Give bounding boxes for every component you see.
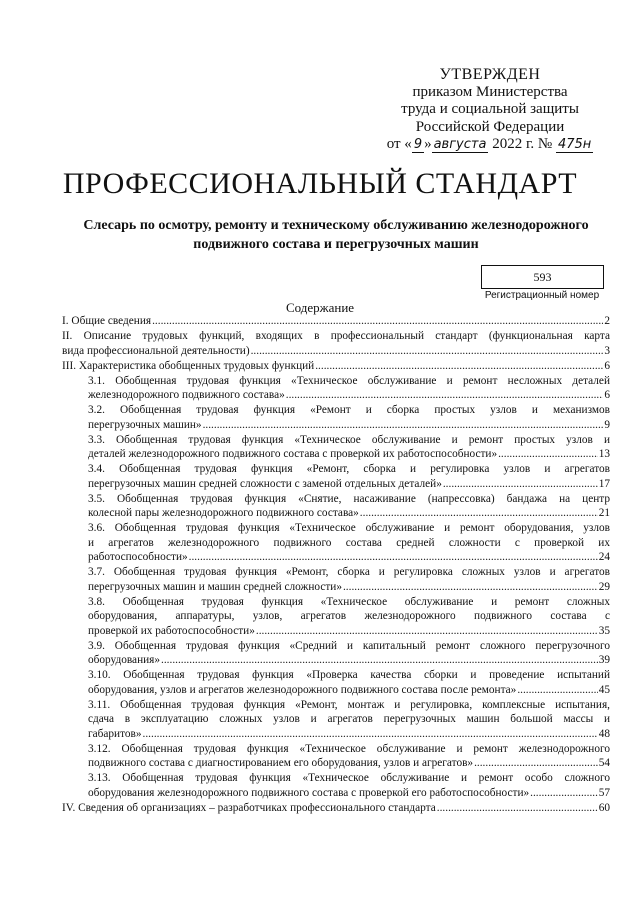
toc-page-number: 48 xyxy=(598,727,610,740)
toc-entry-text: 3.12. Обобщенная трудовая функция «Техническое обслуживание и ремонт железнодорожного xyxy=(88,742,610,755)
toc-entry-text: перегрузочных машин» xyxy=(88,418,202,431)
approval-block xyxy=(380,66,600,154)
approval-line-1: приказом Министерства xyxy=(412,83,568,100)
toc-page-number: 35 xyxy=(598,624,610,637)
toc-entry xyxy=(62,595,610,639)
toc-leader-dots xyxy=(256,624,598,639)
toc-entry-text: 3.1. Обобщенная трудовая функция «Техническое обслуживание и ремонт несложных деталей xyxy=(88,374,610,387)
toc-leader-dots xyxy=(530,786,598,801)
toc-page-number: 45 xyxy=(598,683,610,696)
toc-entry-text: работоспособности» xyxy=(88,551,188,563)
approval-heading: УТВЕРЖДЕН xyxy=(439,66,541,83)
toc-page-number: 6 xyxy=(604,389,610,401)
toc-entry-text: 3.10. Обобщенная трудовая функция «Проверка качества сборки и проведение испытаний xyxy=(88,669,610,681)
toc-entry xyxy=(62,462,610,491)
toc-entry-text: II. Описание трудовых функций, входящих в профессиональный стандарт (функциональная карта xyxy=(62,330,610,342)
toc-entry-text: 3.9. Обобщенная трудовая функция «Средний и капитальный ремонт сложного перегрузочного xyxy=(88,639,610,652)
toc-entry-text: 3.7. Обобщенная трудовая функция «Ремонт, сборка и регулировка сложных узлов и агрегатов xyxy=(88,566,610,578)
toc-entry-text: 3.13. Обобщенная трудовая функция «Техническое обслуживание и ремонт особо сложного xyxy=(88,772,610,784)
order-day: 9 xyxy=(413,137,423,152)
toc-entry-text: подвижного состава с диагностированием его оборудования, узлов и агрегатов» xyxy=(88,757,474,769)
toc-entry-text: 3.3. Обобщенная трудовая функция «Техническое обслуживание и ремонт простых узлов и xyxy=(88,433,610,446)
toc-entry-text: III. Характеристика обобщенных трудовых функций xyxy=(62,359,315,372)
toc-entry-text: 3.5. Обобщенная трудовая функция «Снятие, насаживание (напрессовка) бандажа на центр xyxy=(88,492,610,505)
toc-entry-text: перегрузочных машин средней сложности с заменой отдельных деталей» xyxy=(88,477,442,490)
order-prefix: от « xyxy=(386,136,412,152)
toc-entry-text: проверкой их работоспособности» xyxy=(88,624,255,637)
registration-number-box: 593 xyxy=(481,265,604,289)
toc-page-number: 6 xyxy=(604,359,610,372)
order-number: 475н xyxy=(557,137,592,152)
toc-entry-text: 3.4. Обобщенная трудовая функция «Ремонт, сборка и регулировка узлов и агрегатов xyxy=(88,463,610,475)
toc-leader-dots xyxy=(437,801,598,816)
toc-page-number: 39 xyxy=(598,654,610,666)
toc-entry xyxy=(62,403,610,432)
toc-entry-text: и агрегатов железнодорожного подвижного состава средней сложности с проверкой их xyxy=(88,536,610,549)
toc-entry-text: 3.8. Обобщенная трудовая функция «Техническое обслуживание и ремонт сложных xyxy=(88,595,610,608)
toc-leader-dots xyxy=(343,580,598,595)
toc-entry xyxy=(62,771,610,800)
toc-page-number: 13 xyxy=(598,448,610,460)
toc-leader-dots xyxy=(189,550,598,565)
toc-entry xyxy=(62,359,610,374)
toc-leader-dots xyxy=(517,683,597,698)
toc-entry xyxy=(62,433,610,462)
toc-entry-text: 3.2. Обобщенная трудовая функция «Ремонт и сборка простых узлов и механизмов xyxy=(88,404,610,416)
toc-leader-dots xyxy=(360,506,598,521)
toc-entry-text: вида профессиональной деятельности) xyxy=(62,344,250,357)
toc-leader-dots xyxy=(152,314,603,329)
toc-page-number: 2 xyxy=(604,315,610,327)
toc-page-number: 3 xyxy=(604,344,610,357)
toc-entry-text: оборудования» xyxy=(88,654,161,666)
toc-entry xyxy=(62,492,610,521)
toc-entry-text: I. Общие сведения xyxy=(62,315,152,327)
toc-page-number: 21 xyxy=(598,507,610,519)
order-mid: » xyxy=(424,136,432,152)
toc-leader-dots xyxy=(203,418,604,433)
toc-heading: Содержание xyxy=(285,300,355,315)
toc-entry-text: оборудования, аппаратуры, узлов, агрегатов железнодорожного подвижного состава с xyxy=(88,610,610,622)
toc-leader-dots xyxy=(143,727,598,742)
toc-entry xyxy=(62,521,610,565)
table-of-contents xyxy=(62,314,610,816)
toc-leader-dots xyxy=(498,447,598,462)
toc-entry-text: оборудования, узлов и агрегатов железнодорожного подвижного состава после ремонта» xyxy=(88,683,517,696)
order-line xyxy=(380,136,600,154)
toc-entry-text: оборудования железнодорожного подвижного состава с проверкой его работоспособности» xyxy=(88,786,530,799)
toc-page-number: 24 xyxy=(598,551,610,563)
toc-entry-text: железнодорожного подвижного состава» xyxy=(88,389,285,401)
toc-entry-text: сдача в эксплуатацию сложных узлов и агрегатов перегрузочных машин большой массы и xyxy=(88,713,610,725)
toc-entry-text: перегрузочных машин и машин средней сложности» xyxy=(88,580,342,593)
document-subtitle: Слесарь по осмотру, ремонту и техническому обслуживанию железнодорожного подвижного состава и перегрузочных машин xyxy=(83,218,589,252)
toc-page-number: 60 xyxy=(598,801,610,814)
toc-leader-dots xyxy=(286,388,604,403)
toc-entry xyxy=(62,374,610,403)
toc-entry-text: 3.11. Обобщенная трудовая функция «Ремонт, монтаж и регулировка, комплексные испытания, xyxy=(88,698,610,711)
order-year: 2022 г. № xyxy=(492,136,553,152)
toc-entry-text: колесной пары железнодорожного подвижного состава» xyxy=(88,507,359,519)
document-title: ПРОФЕССИОНАЛЬНЫЙ СТАНДАРТ xyxy=(62,167,578,200)
toc-page-number: 9 xyxy=(604,418,610,431)
toc-entry xyxy=(62,801,610,816)
toc-entry-text: деталей железнодорожного подвижного состава с проверкой их работоспособности» xyxy=(88,448,498,460)
toc-entry xyxy=(62,565,610,594)
toc-entry-text: IV. Сведения об организациях – разработчиках профессионального стандарта xyxy=(62,801,436,814)
toc-page-number: 17 xyxy=(598,477,610,490)
toc-entry xyxy=(62,329,610,358)
registration-number-label: Регистрационный номер xyxy=(484,290,600,301)
toc-leader-dots xyxy=(474,756,598,771)
toc-entry-text: 3.6. Обобщенная трудовая функция «Техническое обслуживание и ремонт оборудования, узлов xyxy=(88,522,610,534)
toc-page-number: 57 xyxy=(598,786,610,799)
toc-leader-dots xyxy=(443,477,598,492)
toc-entry xyxy=(62,668,610,697)
approval-line-3: Российской Федерации xyxy=(415,118,565,135)
toc-entry xyxy=(62,742,610,771)
toc-page-number: 54 xyxy=(598,757,610,769)
order-month: августа xyxy=(433,137,487,152)
toc-page-number: 29 xyxy=(598,580,610,593)
toc-entry xyxy=(62,698,610,742)
toc-leader-dots xyxy=(161,653,598,668)
toc-entry-text: габаритов» xyxy=(88,727,142,740)
toc-leader-dots xyxy=(315,359,603,374)
toc-entry xyxy=(62,639,610,668)
toc-entry xyxy=(62,314,610,329)
toc-leader-dots xyxy=(251,344,604,359)
approval-line-2: труда и социальной защиты xyxy=(401,101,579,117)
